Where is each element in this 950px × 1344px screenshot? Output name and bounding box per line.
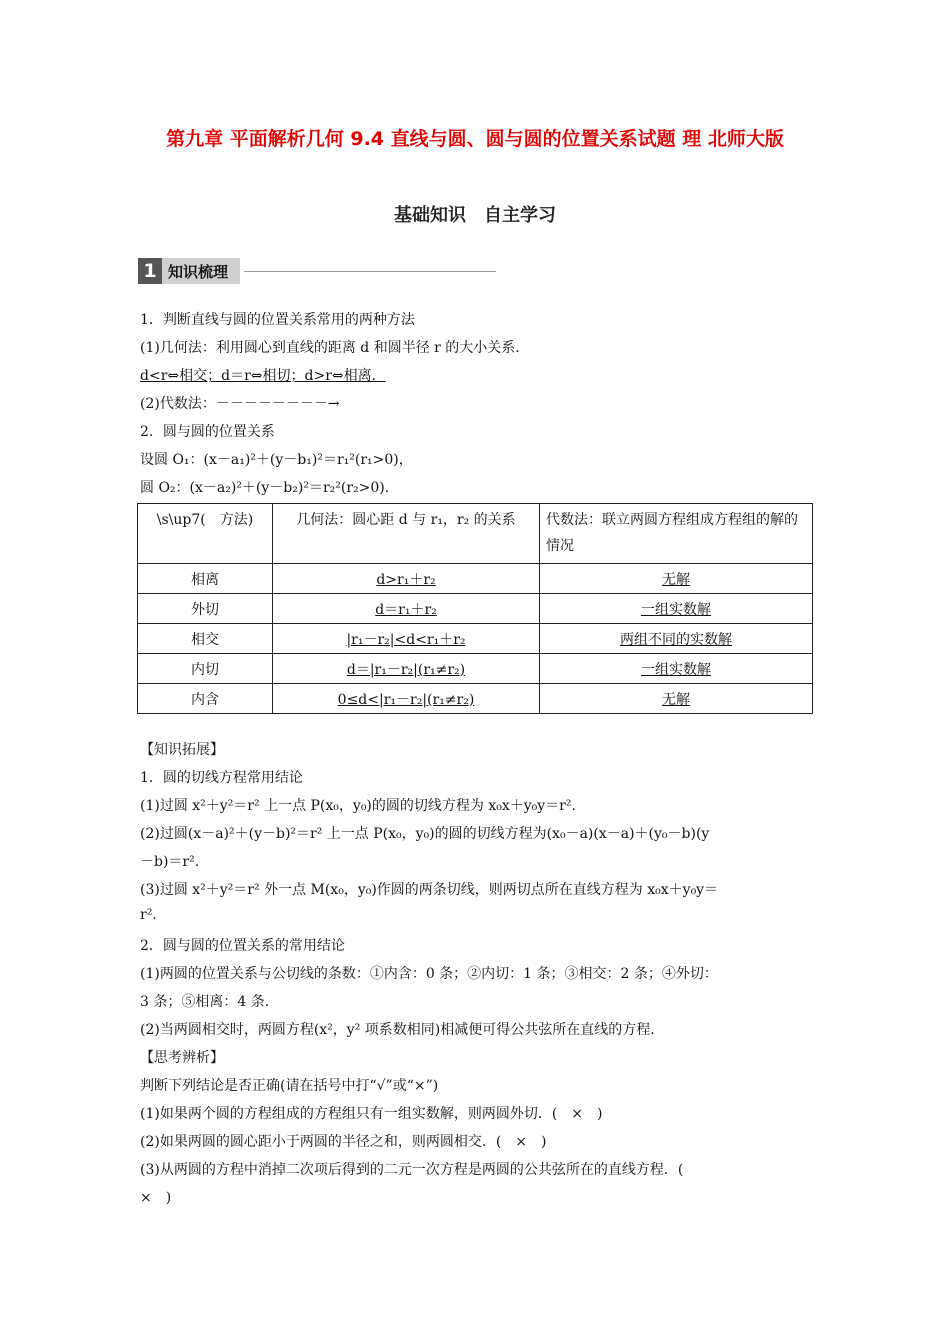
table-header-cell: 代数法：联立两圆方程组成方程组的解的情况 bbox=[540, 504, 813, 564]
table-row bbox=[138, 564, 813, 594]
text-line: (1)如果两个圆的方程组成的方程组只有一组实数解，则两圆外切．( × ) bbox=[140, 1106, 603, 1122]
table-cell: 两组不同的实数解 bbox=[540, 624, 813, 654]
table-row bbox=[138, 594, 813, 624]
table-row bbox=[138, 654, 813, 684]
text-line: 3 条；⑤相离：4 条． bbox=[140, 994, 279, 1010]
table-cell: 无解 bbox=[540, 684, 813, 714]
text-line: (2)如果两圆的圆心距小于两圆的半径之和，则两圆相交．( × ) bbox=[140, 1134, 547, 1150]
table-cell: 无解 bbox=[540, 564, 813, 594]
section-header bbox=[138, 258, 496, 284]
table-row bbox=[138, 684, 813, 714]
table-cell: d＝r₁＋r₂ bbox=[273, 594, 540, 624]
text-line: 判断下列结论是否正确(请在括号中打“√”或“×”) bbox=[140, 1078, 439, 1094]
section-subtitle: 基础知识 自主学习 bbox=[394, 205, 556, 226]
table-cell: 内切 bbox=[138, 654, 273, 684]
table-row bbox=[138, 624, 813, 654]
text-line: r². bbox=[140, 907, 157, 923]
relation-table bbox=[137, 503, 813, 714]
text-line: (2)代数法：－－－－－－－－→ bbox=[140, 396, 340, 412]
table-cell: 外切 bbox=[138, 594, 273, 624]
table-cell: 0≤d<|r₁－r₂|(r₁≠r₂) bbox=[273, 684, 540, 714]
text-line: －b)＝r². bbox=[140, 854, 200, 870]
table-header-row bbox=[138, 504, 813, 564]
text-line: 1．判断直线与圆的位置关系常用的两种方法 bbox=[140, 312, 415, 328]
table-cell: |r₁－r₂|<d<r₁＋r₂ bbox=[273, 624, 540, 654]
text-line: (1)两圆的位置关系与公切线的条数：①内含：0 条；②内切：1 条；③相交：2 条；④外切： bbox=[140, 966, 718, 982]
text-line: 【思考辨析】 bbox=[140, 1050, 224, 1066]
text-line: 【知识拓展】 bbox=[140, 742, 224, 758]
table-cell: 内含 bbox=[138, 684, 273, 714]
text-line: 设圆 O₁：(x－a₁)²＋(y－b₁)²＝r₁²(r₁>0)， bbox=[140, 452, 413, 468]
text-line: (3)从两圆的方程中消掉二次项后得到的二元一次方程是两圆的公共弦所在的直线方程．( bbox=[140, 1162, 684, 1178]
table-cell: 相离 bbox=[138, 564, 273, 594]
text-line: 2．圆与圆的位置关系的常用结论 bbox=[140, 938, 345, 954]
text-line: (2)过圆(x－a)²＋(y－b)²＝r² 上一点 P(x₀，y₀)的圆的切线方程为(x₀－a)(x－a)＋(y₀－b)(y bbox=[140, 826, 710, 842]
text-line: (1)过圆 x²＋y²＝r² 上一点 P(x₀，y₀)的圆的切线方程为 x₀x＋y₀y＝r². bbox=[140, 798, 576, 814]
table-cell: d>r₁＋r₂ bbox=[273, 564, 540, 594]
text-line: 圆 O₂：(x－a₂)²＋(y－b₂)²＝r₂²(r₂>0)． bbox=[140, 480, 399, 496]
table-cell: d＝|r₁－r₂|(r₁≠r₂) bbox=[273, 654, 540, 684]
table-header-cell: 几何法：圆心距 d 与 r₁，r₂ 的关系 bbox=[273, 504, 540, 564]
table-header-cell: \s\up7( 方法) bbox=[138, 504, 273, 564]
table-cell: 相交 bbox=[138, 624, 273, 654]
text-line: (2)当两圆相交时，两圆方程(x²，y² 项系数相同)相减便可得公共弦所在直线的方程． bbox=[140, 1022, 665, 1038]
table-cell: 一组实数解 bbox=[540, 594, 813, 624]
text-line: (3)过圆 x²＋y²＝r² 外一点 M(x₀，y₀)作圆的两条切线，则两切点所在直线方程为 x₀x＋y₀y＝ bbox=[140, 882, 719, 898]
text-line: (1)几何法：利用圆心到直线的距离 d 和圆半径 r 的大小关系． bbox=[140, 340, 530, 356]
document-title: 第九章 平面解析几何 9.4 直线与圆、圆与圆的位置关系试题 理 北师大版 bbox=[166, 128, 784, 150]
text-line: 2．圆与圆的位置关系 bbox=[140, 424, 275, 440]
text-line: d<r⇔相交；d＝r⇔相切；d>r⇔相离． bbox=[140, 368, 386, 384]
text-line: × ) bbox=[140, 1190, 172, 1206]
section-label: 知识梳理 bbox=[162, 258, 240, 284]
section-rule bbox=[244, 271, 496, 272]
section-number: 1 bbox=[138, 258, 162, 284]
text-line: 1．圆的切线方程常用结论 bbox=[140, 770, 303, 786]
table-cell: 一组实数解 bbox=[540, 654, 813, 684]
